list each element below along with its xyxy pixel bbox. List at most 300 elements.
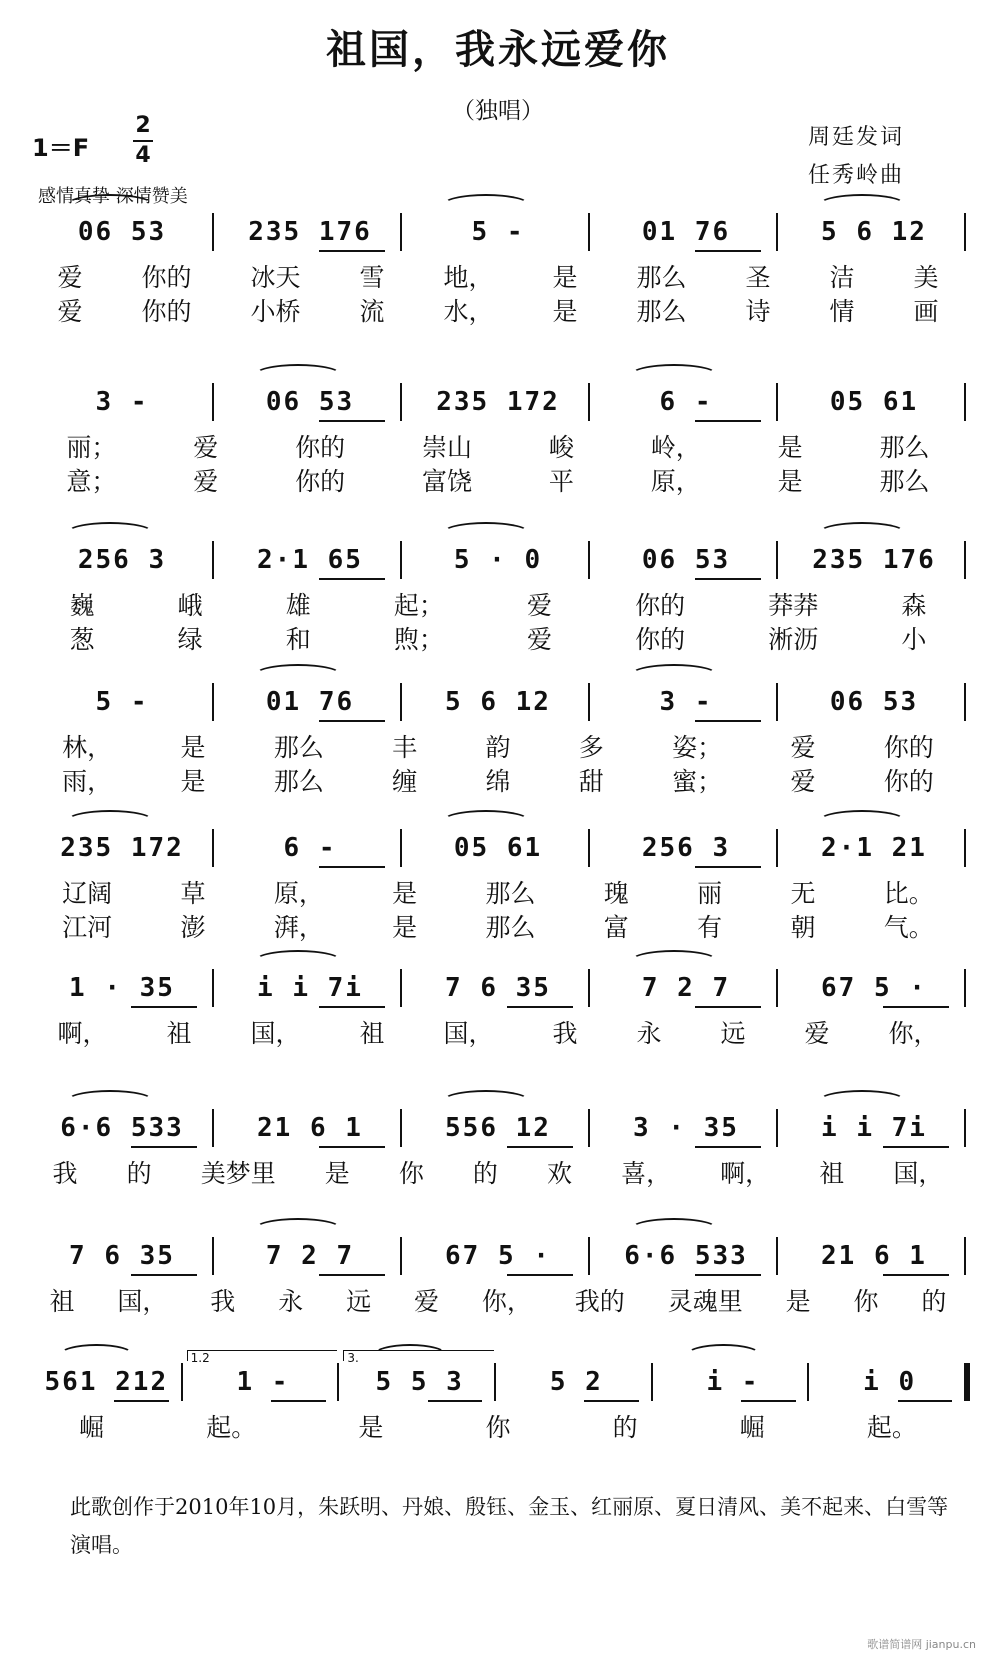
lyric-syllable: 爱 [57, 297, 83, 326]
lyric-line [28, 620, 968, 654]
lyric-syllable: 你的 [883, 767, 934, 796]
measure: 5 2 [549, 1367, 603, 1397]
lyric-line [28, 762, 968, 796]
measure: 01 76 [641, 217, 731, 247]
lyric-syllable: 起。 [206, 1413, 257, 1442]
lyric-syllable: 绿 [177, 625, 203, 654]
barline [776, 1109, 778, 1147]
lyric-syllable: 多 [578, 733, 604, 762]
slur-arc [254, 950, 343, 972]
lyric-line [28, 462, 968, 496]
beam-underline [319, 720, 385, 722]
lyric-syllable: 爱 [790, 767, 816, 796]
barline [588, 829, 590, 867]
lyric-syllable: 我 [210, 1287, 236, 1316]
slur-arc [59, 1344, 134, 1366]
lyric-syllable: 是 [392, 879, 418, 908]
beam-underline [507, 1006, 573, 1008]
barline [651, 1363, 653, 1401]
lyric-syllable: 洁 [829, 263, 855, 292]
barline [588, 969, 590, 1007]
beam-underline [695, 250, 761, 252]
beam-underline [741, 1400, 796, 1402]
barline [400, 829, 402, 867]
lyric-syllable: 丽； [66, 433, 117, 462]
beam-underline [695, 420, 761, 422]
lyric-syllable: 是 [392, 913, 418, 942]
lyric-syllable: 和 [285, 625, 311, 654]
measure: 06 53 [77, 217, 167, 247]
lyric-syllable: 祖 [166, 1019, 192, 1048]
beam-underline [695, 866, 761, 868]
measure: 5 6 12 [821, 217, 927, 247]
beam-underline [695, 578, 761, 580]
lyric-syllable: 那么 [485, 879, 536, 908]
measure: 3 - [95, 387, 149, 417]
lyric-syllable: 气。 [883, 913, 934, 942]
lyric-syllable: 平 [548, 467, 574, 496]
lyric-syllable: 起； [393, 591, 444, 620]
lyric-syllable: 湃， [273, 913, 324, 942]
lyric-syllable: 国， [443, 1019, 494, 1048]
beam-underline [507, 1146, 573, 1148]
lyric-syllable: 富饶 [422, 467, 473, 496]
lyric-syllable: 峨 [177, 591, 203, 620]
lyric-syllable: 比。 [883, 879, 934, 908]
lyric-syllable: 冰天 [250, 263, 301, 292]
measure: 5 · 0 [453, 545, 543, 575]
lyric-syllable: 我 [52, 1159, 78, 1188]
lyric-syllable: 有 [697, 913, 723, 942]
lyricist-credit: 周廷发词 [808, 125, 905, 150]
lyric-syllable: 爱 [527, 591, 553, 620]
barline [807, 1363, 809, 1401]
lyric-syllable: 是 [180, 733, 206, 762]
notation-line [28, 1106, 968, 1150]
beam-underline [695, 720, 761, 722]
lyric-syllable: 你 [853, 1287, 879, 1316]
lyric-syllable: 你的 [141, 263, 192, 292]
lyric-syllable: 爱 [804, 1019, 830, 1048]
beam-underline [131, 1146, 197, 1148]
lyric-syllable: 那么 [636, 263, 687, 292]
beam-underline [319, 866, 385, 868]
lyric-syllable: 的 [921, 1287, 947, 1316]
lyric-syllable: 画 [913, 297, 939, 326]
lyric-line [28, 908, 968, 942]
measure: 1 · 35 [69, 973, 175, 1003]
lyric-syllable: 朝 [790, 913, 816, 942]
time-denominator: 4 [135, 143, 151, 168]
measure: 2·1 65 [257, 545, 363, 575]
beam-underline [428, 1400, 483, 1402]
slur-arc [630, 1218, 719, 1240]
measure: i i 7i [257, 973, 363, 1003]
lyric-syllable: 祖 [49, 1287, 75, 1316]
beam-underline [271, 1400, 326, 1402]
measure: i i 7i [821, 1113, 927, 1143]
lyric-syllable: 绵 [485, 767, 511, 796]
lyric-syllable: 远 [720, 1019, 746, 1048]
lyric-syllable: 草 [180, 879, 206, 908]
lyric-syllable: 莽莽 [768, 591, 819, 620]
slur-arc [818, 810, 907, 832]
lyric-syllable: 蜜； [672, 767, 723, 796]
measure: 2·1 21 [821, 833, 927, 863]
lyric-syllable: 灵魂里 [667, 1287, 743, 1316]
barline [776, 541, 778, 579]
lyric-syllable: 爱 [790, 733, 816, 762]
beam-underline [883, 1274, 949, 1276]
lyric-line [28, 586, 968, 620]
lyric-syllable: 那么 [879, 433, 930, 462]
barline [212, 1109, 214, 1147]
lyric-syllable: 小桥 [250, 297, 301, 326]
beam-underline [695, 1146, 761, 1148]
measure: 05 61 [453, 833, 543, 863]
slur-arc [818, 1090, 907, 1112]
beam-underline [883, 1146, 949, 1148]
notation-line [28, 680, 968, 724]
barline [588, 683, 590, 721]
lyric-syllable: 你的 [295, 467, 346, 496]
notation-line [28, 380, 968, 424]
measure: 5 6 12 [445, 687, 551, 717]
measure: 5 - [471, 217, 525, 247]
barline [588, 383, 590, 421]
key-signature: 1＝F [32, 134, 90, 162]
lyric-syllable: 森 [901, 591, 927, 620]
lyric-syllable: 是 [552, 263, 578, 292]
barline [212, 969, 214, 1007]
lyric-syllable: 姿； [672, 733, 723, 762]
slur-arc [442, 522, 531, 544]
lyric-syllable: 原， [650, 467, 701, 496]
measure: 6·6 533 [60, 1113, 184, 1143]
lyric-syllable: 是 [552, 297, 578, 326]
lyric-line [28, 292, 968, 326]
slur-arc [66, 522, 155, 544]
barline [776, 969, 778, 1007]
measure: 235 176 [812, 545, 936, 575]
lyric-line [28, 1014, 968, 1048]
notation-line [28, 966, 968, 1010]
lyric-syllable: 是 [180, 767, 206, 796]
beam-underline [695, 1274, 761, 1276]
lyric-syllable: 雪 [359, 263, 385, 292]
barline [776, 829, 778, 867]
barline [400, 1237, 402, 1275]
measure: 1 - [236, 1367, 290, 1397]
slur-arc [818, 522, 907, 544]
lyric-syllable: 爱 [193, 467, 219, 496]
barline [588, 1237, 590, 1275]
measure: 3 - [659, 687, 713, 717]
lyric-syllable: 是 [777, 467, 803, 496]
beam-underline [883, 1006, 949, 1008]
slur-arc [254, 664, 343, 686]
barline [776, 683, 778, 721]
slur-arc [254, 1218, 343, 1240]
lyric-syllable: 你的 [635, 625, 686, 654]
lyric-syllable: 原， [273, 879, 324, 908]
beam-underline [507, 1274, 573, 1276]
slur-arc [66, 1090, 155, 1112]
notation-line [28, 210, 968, 254]
measure: i - [706, 1367, 760, 1397]
beam-underline [319, 420, 385, 422]
measure: 67 5 · [821, 973, 927, 1003]
lyric-syllable: 欢 [547, 1159, 573, 1188]
measure: 67 5 · [445, 1241, 551, 1271]
lyric-syllable: 我的 [574, 1287, 625, 1316]
lyric-syllable: 爱 [57, 263, 83, 292]
lyric-syllable: 丰 [392, 733, 418, 762]
slur-arc [442, 1090, 531, 1112]
lyric-syllable: 国， [117, 1287, 168, 1316]
barline [964, 1109, 966, 1147]
lyric-syllable: 是 [324, 1159, 350, 1188]
lyric-syllable: 丽 [697, 879, 723, 908]
lyric-syllable: 那么 [879, 467, 930, 496]
lyric-syllable: 的 [472, 1159, 498, 1188]
barline [494, 1363, 496, 1401]
lyric-syllable: 你的 [141, 297, 192, 326]
slur-arc [442, 194, 531, 216]
slur-arc [442, 810, 531, 832]
measure: 7 6 35 [445, 973, 551, 1003]
lyric-syllable: 你， [888, 1019, 939, 1048]
lyric-syllable: 你 [398, 1159, 424, 1188]
lyric-syllable: 崇山 [422, 433, 473, 462]
measure: 7 6 35 [69, 1241, 175, 1271]
barline [181, 1363, 183, 1401]
lyric-syllable: 美梦里 [200, 1159, 276, 1188]
time-signature [132, 112, 154, 170]
barline [776, 213, 778, 251]
barline [588, 541, 590, 579]
lyric-syllable: 国， [893, 1159, 944, 1188]
lyric-syllable: 你的 [635, 591, 686, 620]
lyric-syllable: 美 [913, 263, 939, 292]
beam-underline [319, 1006, 385, 1008]
barline [400, 969, 402, 1007]
lyric-syllable: 的 [126, 1159, 152, 1188]
lyric-syllable: 意； [66, 467, 117, 496]
lyric-syllable: 圣 [745, 263, 771, 292]
beam-underline [131, 1274, 197, 1276]
lyric-syllable: 是 [358, 1413, 384, 1442]
composer-credit: 任秀岭曲 [808, 163, 905, 188]
lyric-syllable: 无 [790, 879, 816, 908]
lyric-syllable: 雨， [62, 767, 113, 796]
lyric-syllable: 韵 [485, 733, 511, 762]
lyric-syllable: 情 [829, 297, 855, 326]
beam-underline [114, 1400, 169, 1402]
barline [212, 1237, 214, 1275]
barline [964, 683, 966, 721]
barline [337, 1363, 339, 1401]
measure: 06 53 [265, 387, 355, 417]
measure: 256 3 [77, 545, 167, 575]
barline [776, 1237, 778, 1275]
measure: 6·6 533 [624, 1241, 748, 1271]
measure: i 0 [863, 1367, 917, 1397]
measure: 561 212 [44, 1367, 169, 1397]
measure: 235 176 [248, 217, 372, 247]
measure: 06 53 [829, 687, 919, 717]
measure: 05 61 [829, 387, 919, 417]
notation-line [28, 1351, 968, 1404]
barline [400, 683, 402, 721]
slur-arc [686, 1344, 761, 1366]
lyric-syllable: 富 [603, 913, 629, 942]
lyric-line [28, 728, 968, 762]
lyric-syllable: 啊， [57, 1019, 108, 1048]
barline [212, 829, 214, 867]
lyric-syllable: 你的 [295, 433, 346, 462]
lyric-syllable: 辽阔 [62, 879, 113, 908]
notation-line [28, 538, 968, 582]
measure: 7 2 7 [265, 1241, 355, 1271]
measure: 6 - [659, 387, 713, 417]
measure: 3 · 35 [633, 1113, 739, 1143]
lyric-syllable: 起。 [866, 1413, 917, 1442]
lyric-syllable: 葱 [69, 625, 95, 654]
lyric-syllable: 祖 [359, 1019, 385, 1048]
slur-arc [818, 194, 907, 216]
lyric-line [28, 1408, 968, 1442]
lyric-syllable: 缠 [392, 767, 418, 796]
lyric-syllable: 水， [443, 297, 494, 326]
slur-arc [630, 664, 719, 686]
barline [964, 1237, 966, 1275]
lyric-syllable: 永 [278, 1287, 304, 1316]
lyric-syllable: 流 [359, 297, 385, 326]
notation-line [28, 1234, 968, 1278]
lyric-syllable: 澎 [180, 913, 206, 942]
slur-arc [630, 950, 719, 972]
time-numerator: 2 [135, 113, 151, 138]
lyric-line [28, 874, 968, 908]
notation-line [28, 826, 968, 870]
lyric-syllable: 瑰 [603, 879, 629, 908]
lyric-syllable: 峻 [548, 433, 574, 462]
measure: 235 172 [436, 387, 560, 417]
volta-bracket-second: 3. [343, 1350, 494, 1361]
barline [400, 213, 402, 251]
measure: 7 2 7 [641, 973, 731, 1003]
barline [212, 683, 214, 721]
barline [212, 213, 214, 251]
lyric-line [28, 1154, 968, 1188]
lyric-line [28, 258, 968, 292]
lyric-syllable: 永 [636, 1019, 662, 1048]
lyric-line [28, 1282, 968, 1316]
lyric-syllable: 我 [552, 1019, 578, 1048]
lyric-syllable: 喜， [621, 1159, 672, 1188]
lyric-syllable: 诗 [745, 297, 771, 326]
beam-underline [319, 250, 385, 252]
lyric-syllable: 淅沥 [768, 625, 819, 654]
barline [964, 213, 966, 251]
measure: 21 6 1 [257, 1113, 363, 1143]
slur-arc [66, 194, 155, 216]
lyric-syllable: 甜 [578, 767, 604, 796]
beam-underline [131, 1006, 197, 1008]
lyric-syllable: 林， [62, 733, 113, 762]
watermark-text: 歌谱简谱网 jianpu.cn [867, 1638, 976, 1651]
lyric-syllable: 那么 [636, 297, 687, 326]
lyric-syllable: 那么 [273, 733, 324, 762]
measure: 5 5 3 [375, 1367, 464, 1397]
footnote: 此歌创作于2010年10月，朱跃明、丹娘、殷钰、金玉、红丽原、夏日清风、美不起来、白雪等演唱。 [70, 1495, 949, 1557]
lyric-syllable: 你的 [883, 733, 934, 762]
song-subtitle: （独唱） [452, 98, 544, 124]
beam-underline [319, 1274, 385, 1276]
measure: 21 6 1 [821, 1241, 927, 1271]
barline [964, 829, 966, 867]
volta-bracket-first: 1.2 [187, 1350, 338, 1361]
lyric-syllable: 那么 [273, 767, 324, 796]
lyric-syllable: 是 [777, 433, 803, 462]
measure: 556 12 [445, 1113, 551, 1143]
song-title: 祖国，我永远爱你 [326, 26, 670, 73]
lyric-syllable: 爱 [527, 625, 553, 654]
lyric-syllable: 啊， [720, 1159, 771, 1188]
beam-underline [319, 578, 385, 580]
barline [400, 541, 402, 579]
slur-arc [66, 810, 155, 832]
beam-underline [584, 1400, 639, 1402]
barline [212, 541, 214, 579]
measure: 6 - [283, 833, 337, 863]
lyric-syllable: 雄 [285, 591, 311, 620]
measure: 01 76 [265, 687, 355, 717]
barline [964, 969, 966, 1007]
beam-underline [898, 1400, 953, 1402]
lyric-syllable: 爱 [413, 1287, 439, 1316]
barline [964, 383, 966, 421]
measure: 06 53 [641, 545, 731, 575]
barline [400, 383, 402, 421]
lyric-syllable: 的 [612, 1413, 638, 1442]
barline [588, 213, 590, 251]
lyric-syllable: 岭， [650, 433, 701, 462]
lyric-syllable: 国， [250, 1019, 301, 1048]
beam-underline [319, 1146, 385, 1148]
barline [588, 1109, 590, 1147]
lyric-syllable: 崛 [79, 1413, 105, 1442]
tempo-marking: 感情真挚 深情赞美 [38, 186, 188, 207]
measure: 235 172 [60, 833, 184, 863]
measure: 256 3 [641, 833, 731, 863]
barline [776, 383, 778, 421]
beam-underline [695, 1006, 761, 1008]
barline [212, 383, 214, 421]
slur-arc [630, 364, 719, 386]
lyric-syllable: 祖 [819, 1159, 845, 1188]
lyric-syllable: 地， [443, 263, 494, 292]
lyric-syllable: 小 [901, 625, 927, 654]
measure: 5 - [95, 687, 149, 717]
barline [964, 541, 966, 579]
lyric-syllable: 煦； [393, 625, 444, 654]
lyric-syllable: 巍 [69, 591, 95, 620]
lyric-syllable: 你 [485, 1413, 511, 1442]
lyric-syllable: 那么 [485, 913, 536, 942]
lyric-line [28, 428, 968, 462]
